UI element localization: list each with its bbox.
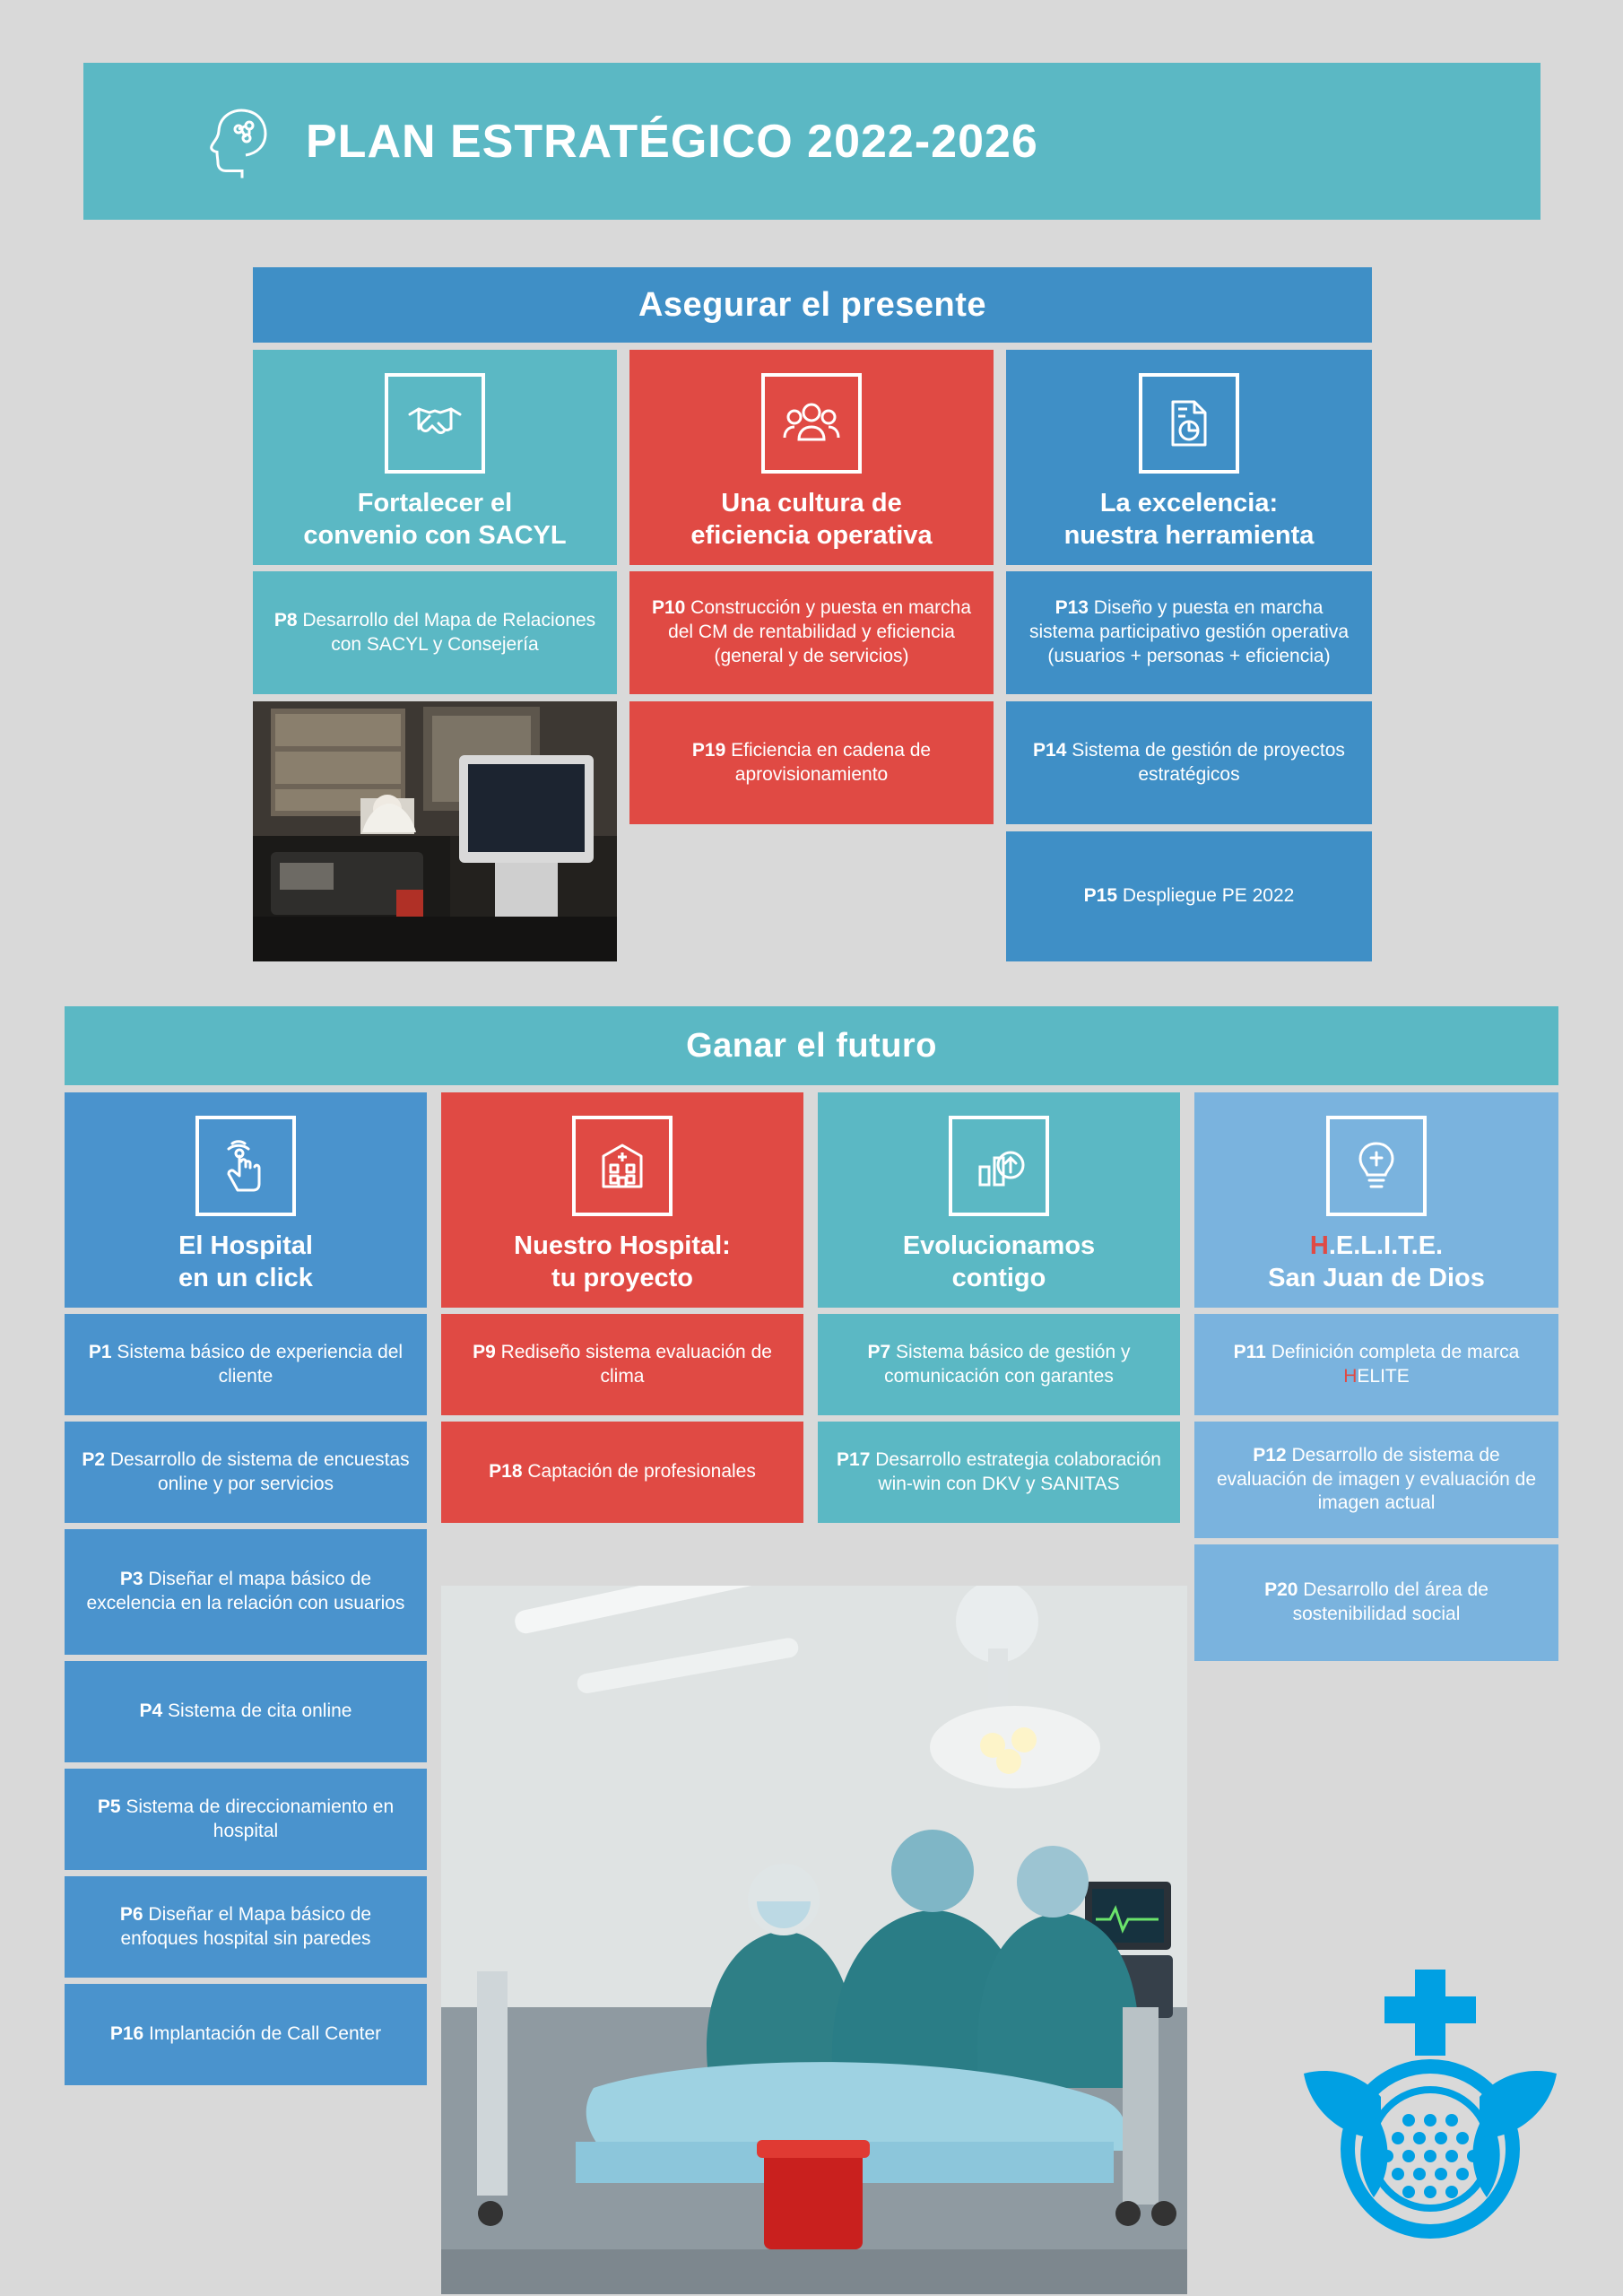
report-chart-icon [1139,373,1239,474]
column-head-hospital-click [65,1092,427,1308]
item-P4: P4 Sistema de cita online [65,1661,427,1762]
band-asegurar-el-presente: Asegurar el presente [253,267,1372,343]
people-group-icon [761,373,862,474]
item-P17: P17 Desarrollo estrategia colaboración win-win con DKV y SANITAS [818,1422,1180,1523]
hospital-building-icon [572,1116,673,1216]
item-P6: P6 Diseñar el Mapa básico de enfoques hospital sin paredes [65,1876,427,1978]
lightbulb-icon [1326,1116,1427,1216]
item-P8: P8 Desarrollo del Mapa de Relaciones con SACYL y Consejería [253,571,617,694]
column-head-sacyl [253,350,617,565]
helite-h-highlight: H [1309,1231,1329,1260]
column-head-evolucionamos [818,1092,1180,1308]
column-title-sacyl: Fortalecer el convenio con SACYL [303,489,567,550]
hand-click-icon [195,1116,296,1216]
brain-head-icon [209,104,272,179]
item-P16: P16 Implantación de Call Center [65,1984,427,2085]
column-title-evolucionamos: Evolucionamos contigo [902,1231,1096,1292]
header-bar [83,63,1541,220]
column-head-cultura [629,350,994,565]
item-P9: P9 Rediseño sistema evaluación de clima [441,1314,803,1415]
column-head-nuestro-hospital [441,1092,803,1308]
item-P13: P13 Diseño y puesta en marcha sistema participativo gestión operativa (usuarios + personas + eficiencia) [1006,571,1372,694]
item-P7: P7 Sistema básico de gestión y comunicación con garantes [818,1314,1180,1415]
item-P2: P2 Desarrollo de sistema de encuestas online y por servicios [65,1422,427,1523]
helite-h-highlight-p11: H [1343,1365,1358,1387]
column-title-cultura: Una cultura de eficiencia operativa [690,489,933,550]
item-P20: P20 Desarrollo del área de sostenibilidad social [1194,1544,1558,1661]
column-head-helite [1194,1092,1558,1308]
item-P15: P15 Despliegue PE 2022 [1006,831,1372,961]
san-juan-de-dios-logo [1282,1962,1578,2258]
column-title-helite: H.E.L.I.T.E. San Juan de Dios [1268,1231,1485,1292]
column-title-excelencia: La excelencia: nuestra herramienta [1063,489,1315,550]
hospital-consultation-photo [253,701,617,961]
column-title-hospital-click: El Hospital en un click [178,1231,313,1292]
item-P18: P18 Captación de profesionales [441,1422,803,1523]
operating-room-surgery-photo [441,1586,1187,2294]
band-ganar-el-futuro: Ganar el futuro [65,1006,1558,1085]
page-title: PLAN ESTRATÉGICO 2022-2026 [306,115,1038,168]
item-P11: P11 Definición completa de marca HELITE [1194,1314,1558,1415]
handshake-icon [385,373,485,474]
column-head-excelencia [1006,350,1372,565]
item-P10: P10 Construcción y puesta en marcha del CM de rentabilidad y eficiencia (general y de servicios) [629,571,994,694]
item-P5: P5 Sistema de direccionamiento en hospital [65,1769,427,1870]
item-P12: P12 Desarrollo de sistema de evaluación de imagen y evaluación de imagen actual [1194,1422,1558,1538]
item-P1: P1 Sistema básico de experiencia del cliente [65,1314,427,1415]
item-P14: P14 Sistema de gestión de proyectos estratégicos [1006,701,1372,824]
item-P3: P3 Diseñar el mapa básico de excelencia en la relación con usuarios [65,1529,427,1655]
item-P19: P19 Eficiencia en cadena de aprovisionamiento [629,701,994,824]
growth-bars-icon [949,1116,1049,1216]
column-title-nuestro-hospital: Nuestro Hospital: tu proyecto [514,1231,731,1292]
